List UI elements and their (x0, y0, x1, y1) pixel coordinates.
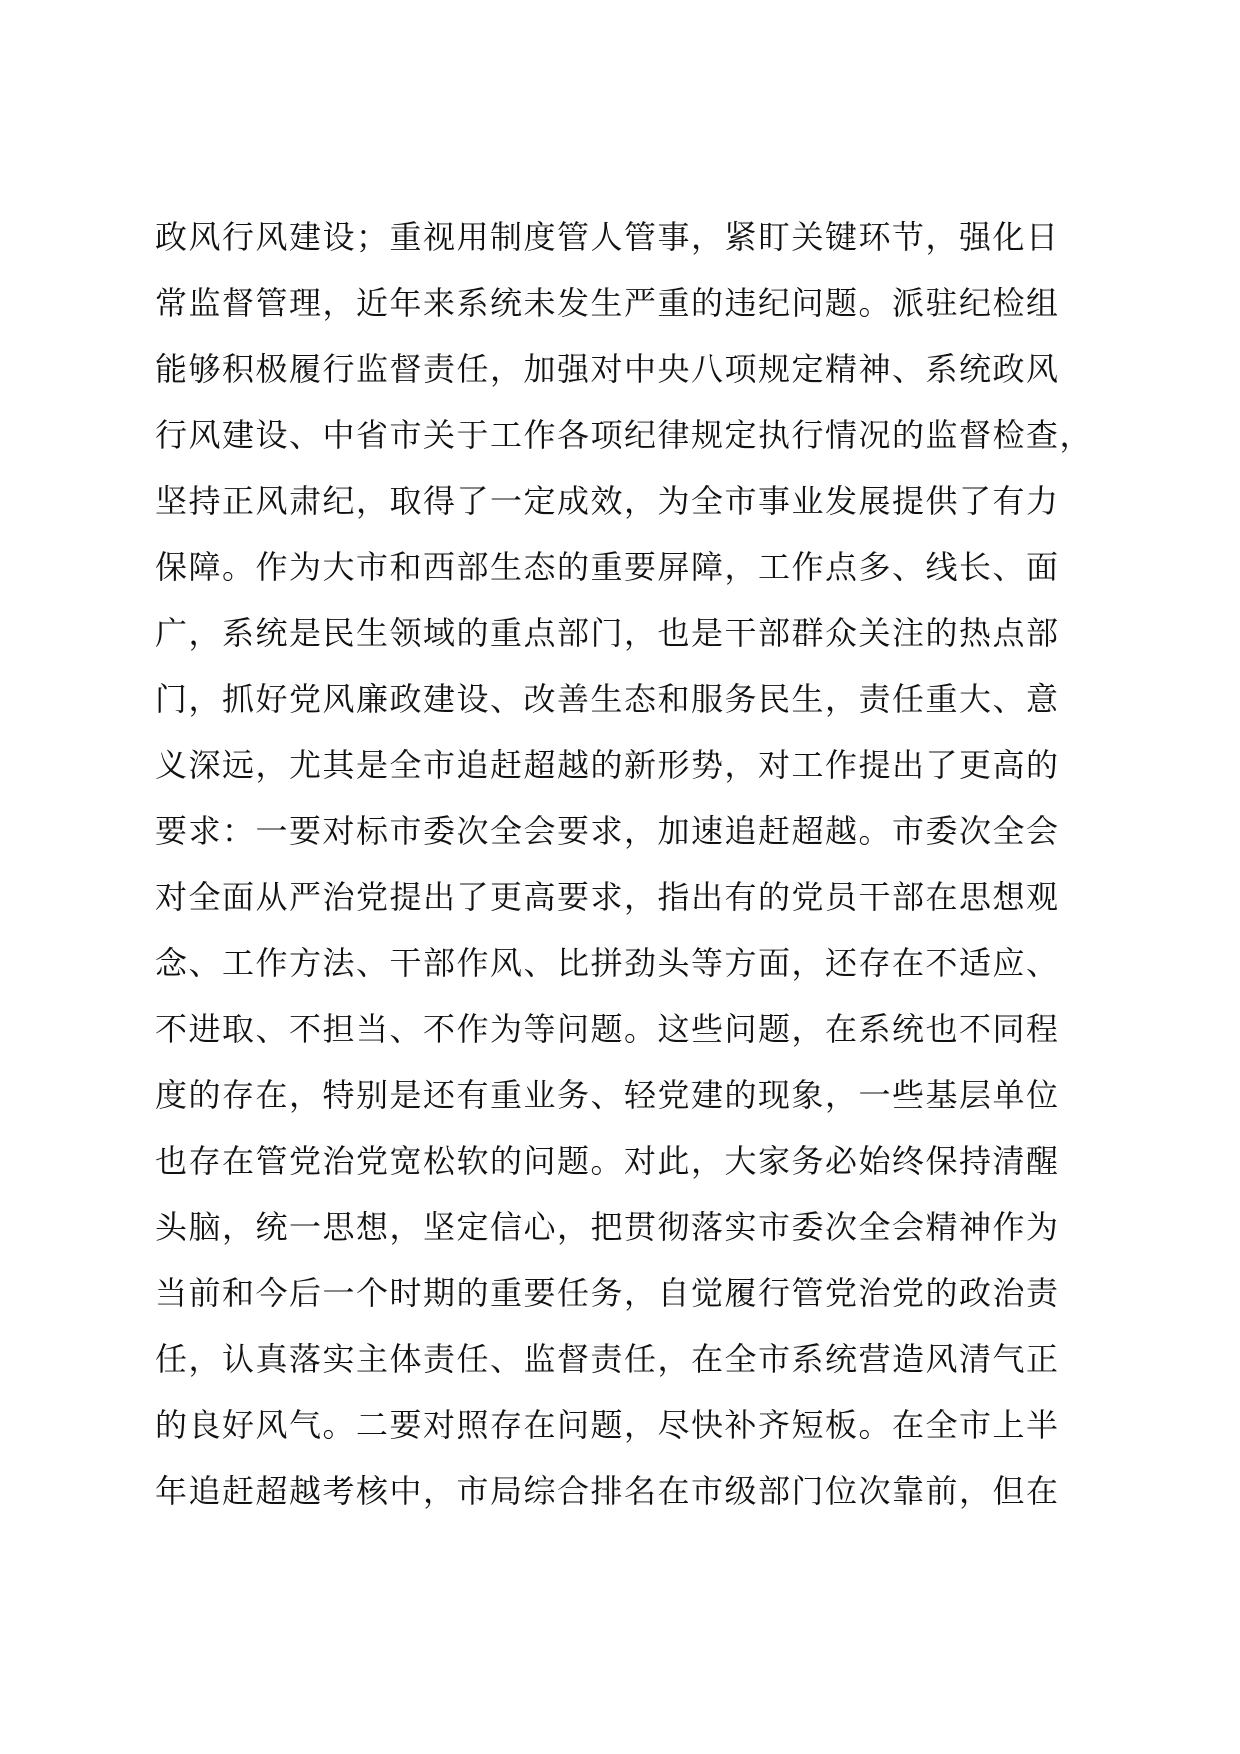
text-line: 保障。作为大市和西部生态的重要屏障，工作点多、线长、面 (155, 548, 1060, 586)
text-line: 行风建设、中省市关于工作各项纪律规定执行情况的监督检查， (155, 416, 1094, 454)
body-text (155, 204, 1095, 1524)
text-line: 对全面从严治党提出了更高要求，指出有的党员干部在思想观 (155, 878, 1060, 916)
text-line: 义深远，尤其是全市追赶超越的新形势，对工作提出了更高的 (155, 746, 1060, 784)
text-line: 念、工作方法、干部作风、比拼劲头等方面，还存在不适应、 (155, 944, 1060, 982)
text-line: 坚持正风肃纪，取得了一定成效，为全市事业发展提供了有力 (155, 482, 1060, 520)
text-line: 任，认真落实主体责任、监督责任，在全市系统营造风清气正 (155, 1340, 1060, 1378)
text-line: 度的存在，特别是还有重业务、轻党建的现象，一些基层单位 (155, 1076, 1060, 1114)
text-line: 的良好风气。二要对照存在问题，尽快补齐短板。在全市上半 (155, 1406, 1060, 1444)
text-line: 政风行风建设；重视用制度管人管事，紧盯关键环节，强化日 (155, 218, 1060, 256)
text-line: 年追赶超越考核中，市局综合排名在市级部门位次靠前，但在 (155, 1472, 1060, 1510)
text-line: 常监督管理，近年来系统未发生严重的违纪问题。派驻纪检组 (155, 284, 1060, 322)
text-line: 广，系统是民生领域的重点部门，也是干部群众关注的热点部 (155, 614, 1060, 652)
text-line: 门，抓好党风廉政建设、改善生态和服务民生，责任重大、意 (155, 680, 1060, 718)
text-line: 不进取、不担当、不作为等问题。这些问题，在系统也不同程 (155, 1010, 1060, 1048)
text-line: 也存在管党治党宽松软的问题。对此，大家务必始终保持清醒 (155, 1142, 1060, 1180)
text-line: 当前和今后一个时期的重要任务，自觉履行管党治党的政治责 (155, 1274, 1060, 1312)
text-line: 能够积极履行监督责任，加强对中央八项规定精神、系统政风 (155, 350, 1060, 388)
text-line: 要求：一要对标市委次全会要求，加速追赶超越。市委次全会 (155, 812, 1060, 850)
text-line: 头脑，统一思想，坚定信心，把贯彻落实市委次全会精神作为 (155, 1208, 1060, 1246)
